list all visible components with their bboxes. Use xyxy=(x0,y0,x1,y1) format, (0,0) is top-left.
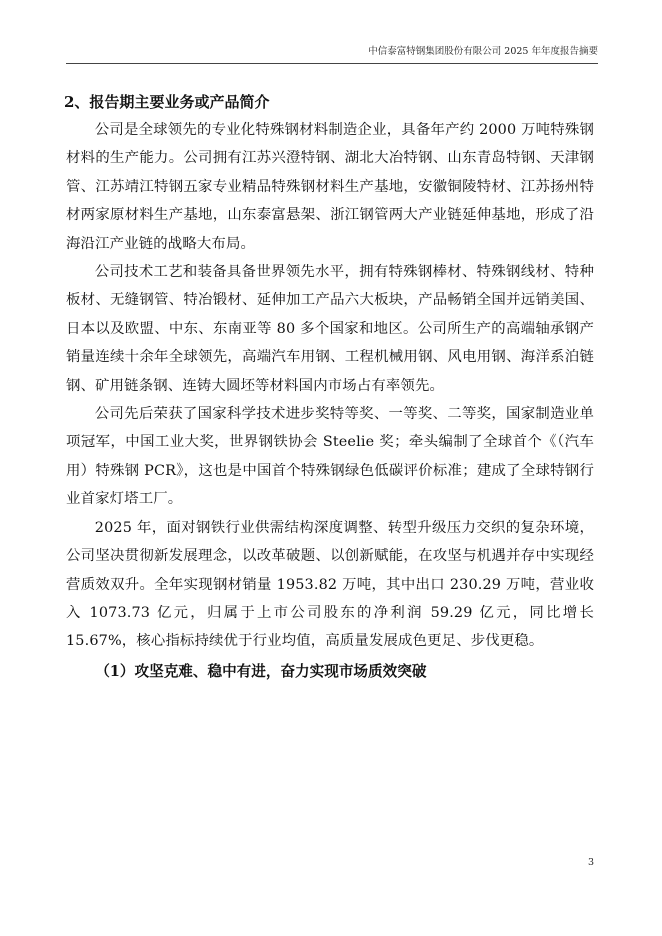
page-number: 3 xyxy=(588,857,595,868)
paragraph-technology-products: 公司技术工艺和装备具备世界领先水平，拥有特殊钢棒材、特殊钢线材、特种板材、无缝钢管、特冶锻材、延伸加工产品六大板块，产品畅销全国并远销美国、日本以及欧盟、中东、东南亚等 80 多个国家和地区。公司所生产的高端轴承钢产销量连续十余年全球领先，高端汽车用钢、工程机械用钢、风电用钢、海洋系泊链钢、矿用链条钢、连铸大圆坯等材料国内市场占有率领先。 xyxy=(66,264,594,394)
section-heading: 2、报告期主要业务或产品简介 xyxy=(64,93,270,111)
paragraph-awards: 公司先后荣获了国家科学技术进步奖特等奖、一等奖、二等奖，国家制造业单项冠军，中国工业大奖，世界钢铁协会 Steelie 奖；牵头编制了全球首个《（汽车用）特殊钢 PCR》，这也是中国首个特殊钢绿色低碳评价标准；建成了全球特钢行业首家灯塔工厂。 xyxy=(66,406,594,508)
page-body xyxy=(66,88,594,686)
subsection-heading: （1）攻坚克难、稳中有进，奋力实现市场质效突破 xyxy=(95,662,427,680)
page-header: 中信泰富特钢集团股份有限公司 2025 年年度报告摘要 xyxy=(368,46,598,57)
paragraph-2025-performance: 2025 年，面对钢铁行业供需结构深度调整、转型升级压力交织的复杂环境，公司坚决贯彻新发展理念，以改革破题、以创新赋能，在攻坚与机遇并存中实现经营质效双升。全年实现钢材销量 1953.82 万吨，其中出口 230.29 万吨，营业收入 1073.73 亿元，归属于上市公司股东的净利润 59.29 亿元，同比增长 15.67%，核心指标持续优于行业均值，高质量发展成色更足、步伐更稳。 xyxy=(66,519,594,650)
header-divider xyxy=(66,63,598,64)
paragraph-company-overview: 公司是全球领先的专业化特殊钢材料制造企业，具备年产约 2000 万吨特殊钢材料的生产能力。公司拥有江苏兴澄特钢、湖北大冶特钢、山东青岛特钢、天津钢管、江苏靖江特钢五家专业精品特殊钢材料生产基地，安徽铜陵特材、江苏扬州特材两家原材料生产基地，山东泰富悬架、浙江钢管两大产业链延伸基地，形成了沿海沿江产业链的战略大布局。 xyxy=(66,122,594,252)
